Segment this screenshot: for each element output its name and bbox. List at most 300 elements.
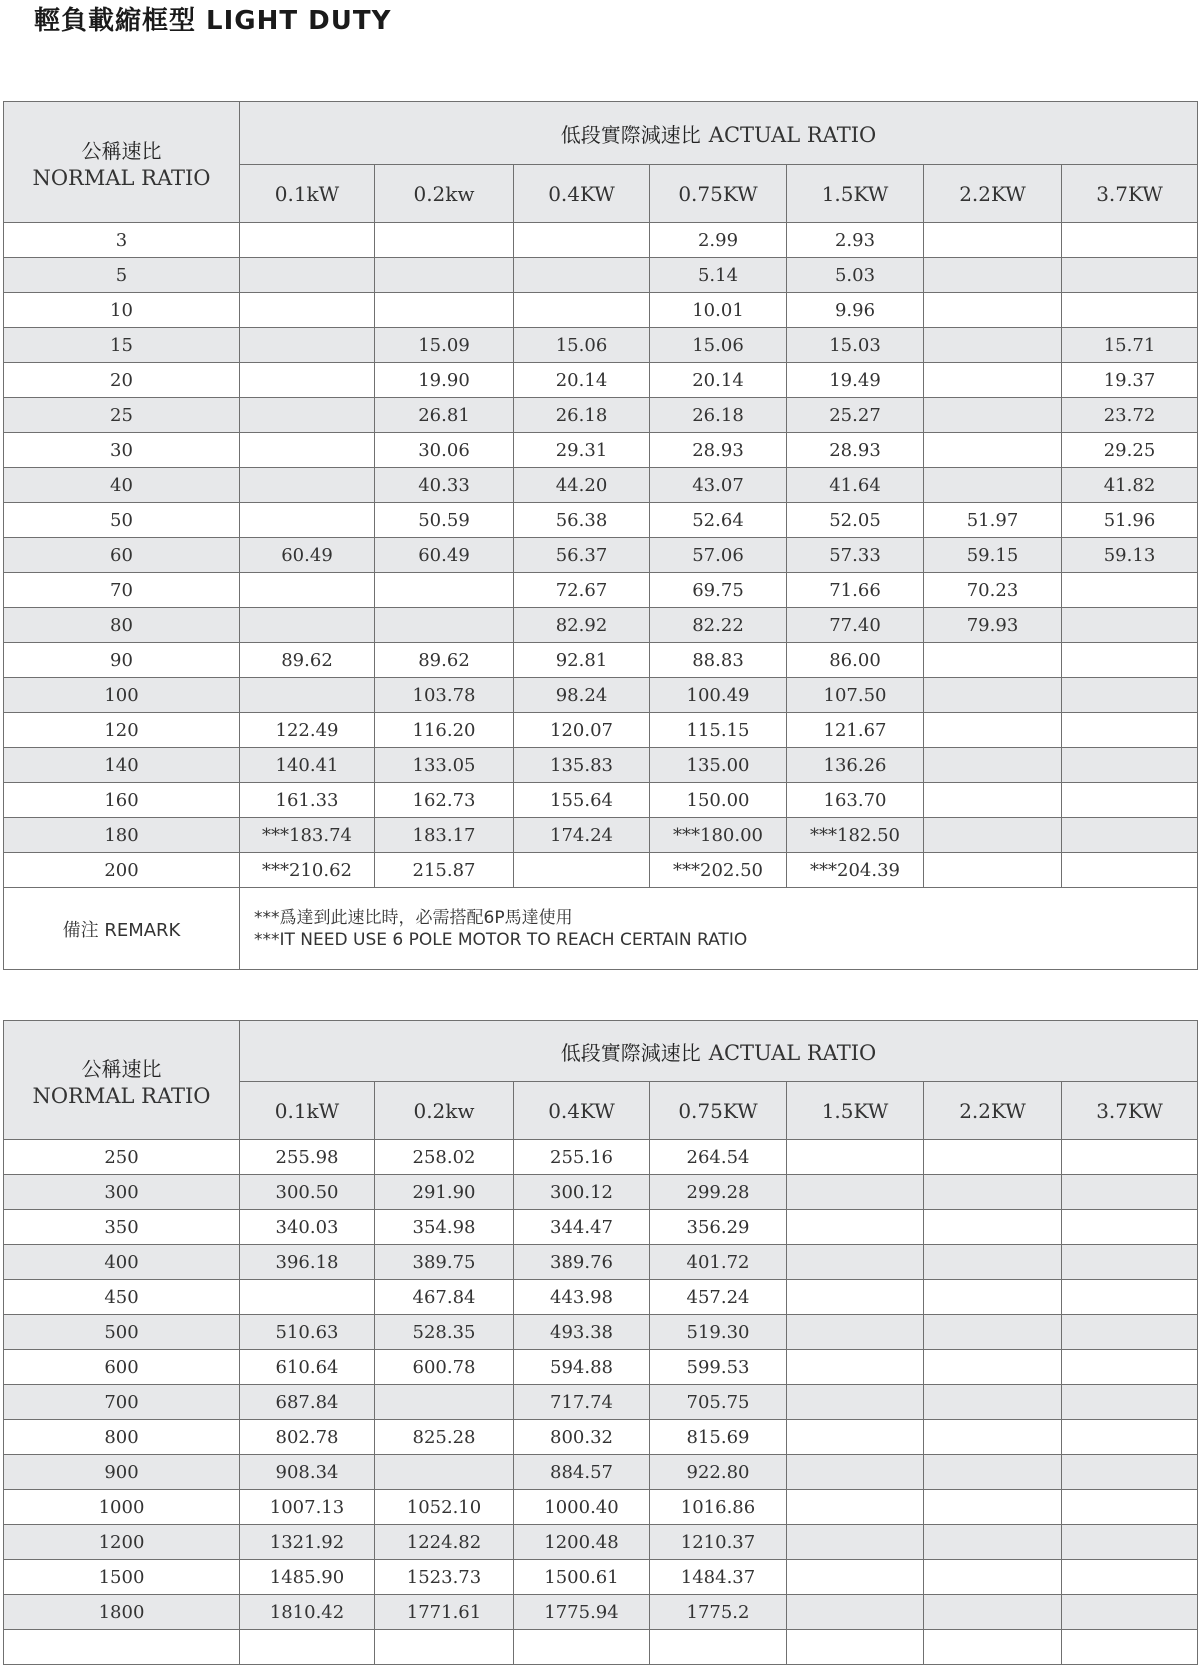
actual-ratio-cell: 922.80 xyxy=(650,1455,787,1490)
page-title: 輕負載縮框型 LIGHT DUTY xyxy=(34,6,392,36)
actual-ratio-cell: 183.17 xyxy=(375,818,514,853)
actual-ratio-cell xyxy=(650,1630,787,1665)
actual-ratio-cell xyxy=(787,1490,924,1525)
actual-ratio-cell xyxy=(1062,1490,1198,1525)
ratio-table-body xyxy=(4,223,1198,888)
actual-ratio-cell: 600.78 xyxy=(375,1350,514,1385)
table-row xyxy=(4,678,1198,713)
actual-ratio-cell xyxy=(787,1315,924,1350)
actual-ratio-cell xyxy=(924,1385,1062,1420)
actual-ratio-cell: 26.18 xyxy=(650,398,787,433)
actual-ratio-cell xyxy=(924,223,1062,258)
normal-ratio-cell: 25 xyxy=(4,398,240,433)
actual-ratio-cell: 599.53 xyxy=(650,1350,787,1385)
actual-ratio-cell xyxy=(1062,573,1198,608)
actual-ratio-cell xyxy=(240,1280,375,1315)
table-row xyxy=(4,1420,1198,1455)
actual-ratio-cell: 1200.48 xyxy=(514,1525,650,1560)
actual-ratio-cell xyxy=(240,293,375,328)
actual-ratio-cell: ***210.62 xyxy=(240,853,375,888)
actual-ratio-cell xyxy=(1062,1595,1198,1630)
actual-ratio-cell: 122.49 xyxy=(240,713,375,748)
actual-ratio-cell xyxy=(1062,1455,1198,1490)
actual-ratio-cell xyxy=(787,1385,924,1420)
ratio-table-light-duty-1 xyxy=(3,101,1198,970)
table-row xyxy=(4,538,1198,573)
actual-ratio-cell xyxy=(787,1525,924,1560)
table-row xyxy=(4,1630,1198,1665)
actual-ratio-cell: 107.50 xyxy=(787,678,924,713)
power-column-header: 0.75KW xyxy=(650,165,787,223)
actual-ratio-cell xyxy=(1062,1245,1198,1280)
actual-ratio-header-en: ACTUAL RATIO xyxy=(708,122,877,147)
actual-ratio-cell: 300.12 xyxy=(514,1175,650,1210)
actual-ratio-cell: 51.97 xyxy=(924,503,1062,538)
actual-ratio-cell: 493.38 xyxy=(514,1315,650,1350)
actual-ratio-cell xyxy=(924,433,1062,468)
actual-ratio-header xyxy=(240,102,1198,165)
actual-ratio-cell: 5.14 xyxy=(650,258,787,293)
actual-ratio-cell: 519.30 xyxy=(650,1315,787,1350)
remark-line-zh: ***爲達到此速比時，必需搭配6P馬達使用 xyxy=(254,907,573,928)
actual-ratio-cell: 340.03 xyxy=(240,1210,375,1245)
actual-ratio-cell: 50.59 xyxy=(375,503,514,538)
actual-ratio-cell: 802.78 xyxy=(240,1420,375,1455)
actual-ratio-cell xyxy=(1062,608,1198,643)
actual-ratio-cell: 161.33 xyxy=(240,783,375,818)
normal-ratio-cell: 700 xyxy=(4,1385,240,1420)
actual-ratio-cell: 155.64 xyxy=(514,783,650,818)
actual-ratio-cell: 70.23 xyxy=(924,573,1062,608)
actual-ratio-cell: 120.07 xyxy=(514,713,650,748)
actual-ratio-cell xyxy=(375,223,514,258)
normal-ratio-cell: 1000 xyxy=(4,1490,240,1525)
actual-ratio-cell: 800.32 xyxy=(514,1420,650,1455)
actual-ratio-cell: 1007.13 xyxy=(240,1490,375,1525)
table-row xyxy=(4,1455,1198,1490)
actual-ratio-cell: 20.14 xyxy=(514,363,650,398)
actual-ratio-cell xyxy=(375,1455,514,1490)
actual-ratio-cell xyxy=(1062,1210,1198,1245)
actual-ratio-cell: 884.57 xyxy=(514,1455,650,1490)
actual-ratio-cell xyxy=(240,678,375,713)
actual-ratio-cell xyxy=(924,1175,1062,1210)
actual-ratio-cell: 40.33 xyxy=(375,468,514,503)
power-column-header: 0.4KW xyxy=(514,1082,650,1140)
actual-ratio-cell xyxy=(924,678,1062,713)
actual-ratio-cell: 1210.37 xyxy=(650,1525,787,1560)
normal-ratio-cell: 70 xyxy=(4,573,240,608)
actual-ratio-cell xyxy=(1062,1630,1198,1665)
normal-ratio-cell: 1800 xyxy=(4,1595,240,1630)
actual-ratio-cell xyxy=(924,1525,1062,1560)
actual-ratio-cell: 15.06 xyxy=(650,328,787,363)
actual-ratio-cell xyxy=(1062,748,1198,783)
normal-ratio-cell: 800 xyxy=(4,1420,240,1455)
normal-ratio-cell: 1500 xyxy=(4,1560,240,1595)
actual-ratio-cell xyxy=(924,468,1062,503)
actual-ratio-cell xyxy=(240,328,375,363)
actual-ratio-cell xyxy=(240,503,375,538)
actual-ratio-cell xyxy=(240,1630,375,1665)
normal-ratio-cell: 15 xyxy=(4,328,240,363)
actual-ratio-cell: 1484.37 xyxy=(650,1560,787,1595)
actual-ratio-cell: 2.99 xyxy=(650,223,787,258)
normal-ratio-header-en: NORMAL RATIO xyxy=(32,1083,211,1108)
actual-ratio-cell: 103.78 xyxy=(375,678,514,713)
table-row xyxy=(4,503,1198,538)
actual-ratio-cell: 136.26 xyxy=(787,748,924,783)
actual-ratio-cell: 29.31 xyxy=(514,433,650,468)
actual-ratio-cell xyxy=(1062,783,1198,818)
actual-ratio-cell: 396.18 xyxy=(240,1245,375,1280)
actual-ratio-cell xyxy=(924,1490,1062,1525)
power-column-header: 0.4KW xyxy=(514,165,650,223)
table-row xyxy=(4,258,1198,293)
actual-ratio-cell xyxy=(787,1420,924,1455)
table-row xyxy=(4,783,1198,818)
actual-ratio-cell: 255.98 xyxy=(240,1140,375,1175)
actual-ratio-cell xyxy=(240,363,375,398)
actual-ratio-cell: 133.05 xyxy=(375,748,514,783)
actual-ratio-cell xyxy=(787,1210,924,1245)
actual-ratio-cell: 43.07 xyxy=(650,468,787,503)
actual-ratio-cell: 162.73 xyxy=(375,783,514,818)
actual-ratio-cell: 1224.82 xyxy=(375,1525,514,1560)
actual-ratio-cell xyxy=(1062,1525,1198,1560)
actual-ratio-cell: 825.28 xyxy=(375,1420,514,1455)
ratio-table-body xyxy=(4,1140,1198,1665)
power-column-header: 0.2kw xyxy=(375,1082,514,1140)
actual-ratio-cell xyxy=(375,608,514,643)
actual-ratio-cell: 9.96 xyxy=(787,293,924,328)
table-row xyxy=(4,748,1198,783)
actual-ratio-cell: 79.93 xyxy=(924,608,1062,643)
actual-ratio-cell xyxy=(924,713,1062,748)
actual-ratio-cell: 57.06 xyxy=(650,538,787,573)
actual-ratio-cell: ***183.74 xyxy=(240,818,375,853)
actual-ratio-cell xyxy=(924,1630,1062,1665)
actual-ratio-cell: 100.49 xyxy=(650,678,787,713)
actual-ratio-cell xyxy=(924,818,1062,853)
actual-ratio-cell: 57.33 xyxy=(787,538,924,573)
actual-ratio-cell xyxy=(375,258,514,293)
actual-ratio-cell xyxy=(240,258,375,293)
table-row xyxy=(4,1525,1198,1560)
actual-ratio-cell xyxy=(1062,1140,1198,1175)
actual-ratio-cell xyxy=(924,1280,1062,1315)
table-row xyxy=(4,398,1198,433)
normal-ratio-cell: 10 xyxy=(4,293,240,328)
power-column-header: 0.1kW xyxy=(240,1082,375,1140)
actual-ratio-cell xyxy=(1062,293,1198,328)
actual-ratio-cell: 594.88 xyxy=(514,1350,650,1385)
normal-ratio-cell: 400 xyxy=(4,1245,240,1280)
actual-ratio-cell: 510.63 xyxy=(240,1315,375,1350)
normal-ratio-cell: 160 xyxy=(4,783,240,818)
table-row xyxy=(4,1595,1198,1630)
actual-ratio-cell: ***204.39 xyxy=(787,853,924,888)
actual-ratio-cell xyxy=(1062,853,1198,888)
actual-ratio-cell: 467.84 xyxy=(375,1280,514,1315)
table-row xyxy=(4,1245,1198,1280)
actual-ratio-cell: 60.49 xyxy=(375,538,514,573)
actual-ratio-cell: 815.69 xyxy=(650,1420,787,1455)
power-column-header: 0.2kw xyxy=(375,165,514,223)
actual-ratio-cell xyxy=(375,573,514,608)
actual-ratio-cell: 264.54 xyxy=(650,1140,787,1175)
normal-ratio-header-zh: 公稱速比 xyxy=(81,138,162,163)
actual-ratio-cell: 356.29 xyxy=(650,1210,787,1245)
power-column-header: 2.2KW xyxy=(924,1082,1062,1140)
power-column-header: 1.5KW xyxy=(787,165,924,223)
actual-ratio-cell xyxy=(787,1560,924,1595)
actual-ratio-cell xyxy=(1062,258,1198,293)
actual-ratio-header-en: ACTUAL RATIO xyxy=(708,1040,877,1065)
actual-ratio-cell: 28.93 xyxy=(787,433,924,468)
actual-ratio-cell: 354.98 xyxy=(375,1210,514,1245)
actual-ratio-cell xyxy=(924,293,1062,328)
actual-ratio-cell: 1775.94 xyxy=(514,1595,650,1630)
actual-ratio-cell xyxy=(924,1315,1062,1350)
ratio-table-light-duty-2 xyxy=(3,1020,1198,1665)
actual-ratio-cell xyxy=(1062,1350,1198,1385)
normal-ratio-cell xyxy=(4,1630,240,1665)
actual-ratio-cell xyxy=(924,1420,1062,1455)
normal-ratio-cell: 200 xyxy=(4,853,240,888)
normal-ratio-cell: 100 xyxy=(4,678,240,713)
actual-ratio-cell: 51.96 xyxy=(1062,503,1198,538)
normal-ratio-cell: 350 xyxy=(4,1210,240,1245)
actual-ratio-cell: 116.20 xyxy=(375,713,514,748)
actual-ratio-cell xyxy=(1062,713,1198,748)
actual-ratio-cell: 30.06 xyxy=(375,433,514,468)
actual-ratio-cell: 1016.86 xyxy=(650,1490,787,1525)
actual-ratio-cell: 60.49 xyxy=(240,538,375,573)
actual-ratio-cell: 717.74 xyxy=(514,1385,650,1420)
actual-ratio-cell: 77.40 xyxy=(787,608,924,643)
actual-ratio-cell: 1523.73 xyxy=(375,1560,514,1595)
actual-ratio-cell: 457.24 xyxy=(650,1280,787,1315)
table-row xyxy=(4,293,1198,328)
actual-ratio-cell xyxy=(924,1140,1062,1175)
actual-ratio-cell: 59.15 xyxy=(924,538,1062,573)
power-column-header: 3.7KW xyxy=(1062,1082,1198,1140)
actual-ratio-cell: 98.24 xyxy=(514,678,650,713)
actual-ratio-cell xyxy=(924,398,1062,433)
actual-ratio-cell xyxy=(240,433,375,468)
actual-ratio-cell xyxy=(787,1245,924,1280)
actual-ratio-cell xyxy=(240,468,375,503)
actual-ratio-cell: 1321.92 xyxy=(240,1525,375,1560)
actual-ratio-cell: 89.62 xyxy=(375,643,514,678)
normal-ratio-header xyxy=(4,1021,240,1140)
actual-ratio-cell: 15.09 xyxy=(375,328,514,363)
normal-ratio-cell: 50 xyxy=(4,503,240,538)
actual-ratio-cell xyxy=(924,1245,1062,1280)
actual-ratio-cell: 389.76 xyxy=(514,1245,650,1280)
actual-ratio-header-zh: 低段實際減速比 xyxy=(560,122,701,147)
actual-ratio-cell: 291.90 xyxy=(375,1175,514,1210)
actual-ratio-cell: 687.84 xyxy=(240,1385,375,1420)
remark-label: 備注 REMARK xyxy=(4,888,240,970)
actual-ratio-cell xyxy=(240,608,375,643)
actual-ratio-cell: 82.22 xyxy=(650,608,787,643)
normal-ratio-cell: 40 xyxy=(4,468,240,503)
actual-ratio-cell xyxy=(924,748,1062,783)
actual-ratio-cell: 163.70 xyxy=(787,783,924,818)
actual-ratio-cell xyxy=(924,258,1062,293)
normal-ratio-cell: 80 xyxy=(4,608,240,643)
actual-ratio-cell: 44.20 xyxy=(514,468,650,503)
actual-ratio-cell: ***202.50 xyxy=(650,853,787,888)
actual-ratio-cell xyxy=(787,1175,924,1210)
actual-ratio-cell: 15.71 xyxy=(1062,328,1198,363)
table-row xyxy=(4,223,1198,258)
actual-ratio-cell xyxy=(375,293,514,328)
actual-ratio-cell xyxy=(924,1455,1062,1490)
power-column-header: 0.75KW xyxy=(650,1082,787,1140)
actual-ratio-cell: ***182.50 xyxy=(787,818,924,853)
actual-ratio-cell: 1000.40 xyxy=(514,1490,650,1525)
normal-ratio-cell: 1200 xyxy=(4,1525,240,1560)
actual-ratio-cell: 1052.10 xyxy=(375,1490,514,1525)
normal-ratio-cell: 450 xyxy=(4,1280,240,1315)
actual-ratio-cell: 71.66 xyxy=(787,573,924,608)
table-row xyxy=(4,1175,1198,1210)
normal-ratio-cell: 900 xyxy=(4,1455,240,1490)
actual-ratio-cell: 215.87 xyxy=(375,853,514,888)
actual-ratio-cell xyxy=(1062,1280,1198,1315)
normal-ratio-cell: 140 xyxy=(4,748,240,783)
actual-ratio-cell xyxy=(924,853,1062,888)
actual-ratio-cell: 2.93 xyxy=(787,223,924,258)
actual-ratio-cell xyxy=(514,258,650,293)
actual-ratio-cell: 56.38 xyxy=(514,503,650,538)
actual-ratio-cell xyxy=(514,853,650,888)
actual-ratio-cell: 1771.61 xyxy=(375,1595,514,1630)
actual-ratio-cell xyxy=(1062,818,1198,853)
power-column-header: 1.5KW xyxy=(787,1082,924,1140)
actual-ratio-cell: 299.28 xyxy=(650,1175,787,1210)
actual-ratio-cell: 344.47 xyxy=(514,1210,650,1245)
actual-ratio-cell: 401.72 xyxy=(650,1245,787,1280)
actual-ratio-cell xyxy=(787,1280,924,1315)
normal-ratio-cell: 500 xyxy=(4,1315,240,1350)
actual-ratio-cell: 705.75 xyxy=(650,1385,787,1420)
normal-ratio-cell: 3 xyxy=(4,223,240,258)
power-column-header: 0.1kW xyxy=(240,165,375,223)
normal-ratio-cell: 20 xyxy=(4,363,240,398)
actual-ratio-cell xyxy=(1062,1420,1198,1455)
table-row xyxy=(4,853,1198,888)
actual-ratio-cell xyxy=(924,1595,1062,1630)
table-row xyxy=(4,1210,1198,1245)
actual-ratio-cell xyxy=(1062,643,1198,678)
actual-ratio-cell xyxy=(924,363,1062,398)
actual-ratio-cell: 19.90 xyxy=(375,363,514,398)
actual-ratio-cell xyxy=(787,1630,924,1665)
actual-ratio-cell: 82.92 xyxy=(514,608,650,643)
table-row xyxy=(4,713,1198,748)
actual-ratio-cell xyxy=(787,1140,924,1175)
actual-ratio-cell: 389.75 xyxy=(375,1245,514,1280)
actual-ratio-cell: 26.81 xyxy=(375,398,514,433)
actual-ratio-cell: 140.41 xyxy=(240,748,375,783)
actual-ratio-cell: 25.27 xyxy=(787,398,924,433)
actual-ratio-cell: 59.13 xyxy=(1062,538,1198,573)
power-column-header: 2.2KW xyxy=(924,165,1062,223)
actual-ratio-cell xyxy=(514,293,650,328)
normal-ratio-header-en: NORMAL RATIO xyxy=(32,165,211,190)
table-row xyxy=(4,1385,1198,1420)
actual-ratio-cell xyxy=(1062,1385,1198,1420)
actual-ratio-cell: 121.67 xyxy=(787,713,924,748)
actual-ratio-cell xyxy=(924,1210,1062,1245)
actual-ratio-cell: 69.75 xyxy=(650,573,787,608)
actual-ratio-cell xyxy=(1062,1175,1198,1210)
table-row xyxy=(4,328,1198,363)
actual-ratio-cell xyxy=(787,1350,924,1385)
table-row xyxy=(4,1560,1198,1595)
actual-ratio-cell xyxy=(924,783,1062,818)
actual-ratio-cell xyxy=(787,1455,924,1490)
actual-ratio-cell: 15.06 xyxy=(514,328,650,363)
actual-ratio-cell: 150.00 xyxy=(650,783,787,818)
actual-ratio-cell: 19.37 xyxy=(1062,363,1198,398)
actual-ratio-cell xyxy=(1062,1560,1198,1595)
normal-ratio-cell: 300 xyxy=(4,1175,240,1210)
actual-ratio-cell: 26.18 xyxy=(514,398,650,433)
table-row xyxy=(4,1490,1198,1525)
actual-ratio-cell: 300.50 xyxy=(240,1175,375,1210)
actual-ratio-cell: 52.05 xyxy=(787,503,924,538)
actual-ratio-cell: 20.14 xyxy=(650,363,787,398)
actual-ratio-cell: 443.98 xyxy=(514,1280,650,1315)
normal-ratio-cell: 600 xyxy=(4,1350,240,1385)
normal-ratio-cell: 180 xyxy=(4,818,240,853)
actual-ratio-cell xyxy=(1062,223,1198,258)
actual-ratio-cell: 72.67 xyxy=(514,573,650,608)
actual-ratio-cell xyxy=(514,223,650,258)
table-row xyxy=(4,468,1198,503)
actual-ratio-cell: 52.64 xyxy=(650,503,787,538)
table-row xyxy=(4,818,1198,853)
actual-ratio-cell: 56.37 xyxy=(514,538,650,573)
actual-ratio-cell xyxy=(924,643,1062,678)
normal-ratio-cell: 5 xyxy=(4,258,240,293)
normal-ratio-cell: 60 xyxy=(4,538,240,573)
actual-ratio-cell xyxy=(1062,678,1198,713)
remark-text xyxy=(240,888,1198,970)
table-row xyxy=(4,573,1198,608)
table-row xyxy=(4,1280,1198,1315)
actual-ratio-cell: ***180.00 xyxy=(650,818,787,853)
normal-ratio-cell: 90 xyxy=(4,643,240,678)
actual-ratio-cell: 1775.2 xyxy=(650,1595,787,1630)
actual-ratio-cell xyxy=(240,573,375,608)
actual-ratio-cell: 610.64 xyxy=(240,1350,375,1385)
actual-ratio-cell: 86.00 xyxy=(787,643,924,678)
normal-ratio-header-zh: 公稱速比 xyxy=(81,1056,162,1081)
table-row xyxy=(4,433,1198,468)
actual-ratio-cell xyxy=(787,1595,924,1630)
actual-ratio-cell: 258.02 xyxy=(375,1140,514,1175)
actual-ratio-cell: 89.62 xyxy=(240,643,375,678)
actual-ratio-cell xyxy=(240,398,375,433)
table-row xyxy=(4,363,1198,398)
actual-ratio-cell: 29.25 xyxy=(1062,433,1198,468)
